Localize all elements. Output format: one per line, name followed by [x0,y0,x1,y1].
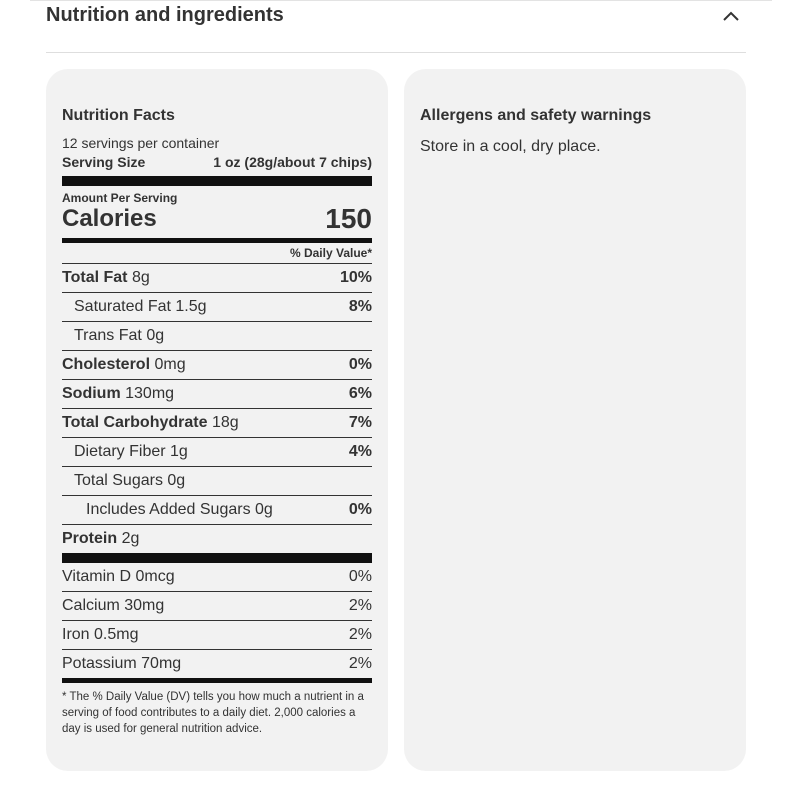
nutrient-dv: 4% [348,443,372,460]
nutrient-name: Total Carbohydrate [62,414,208,431]
nutrient-amount: 130mg [125,385,175,402]
nutrient-amount: 8g [131,269,150,286]
nutrient-name: Trans Fat [74,327,142,344]
nutrition-section-header[interactable] [46,0,746,53]
nutrient-dv: 7% [348,414,372,431]
section-title: Nutrition and ingredients [46,4,284,26]
daily-value-header: % Daily Value* [62,243,372,264]
nutrient-row-sodium [62,380,372,409]
serving-size-value: 1 oz (28g/about 7 chips) [213,154,372,170]
calories-value: 150 [325,203,372,234]
nutrient-row-added-sugars [62,496,372,525]
nutrient-dv: 10% [339,269,372,286]
nutrient-amount: 0g [255,501,273,518]
servings-per-container: 12 servings per container [62,135,220,151]
vitamin-name: Iron [62,626,90,643]
nutrient-row-saturated-fat [62,293,372,322]
nutrient-row-dietary-fiber [62,438,372,467]
serving-size-label: Serving Size [62,154,146,170]
vitamin-name: Vitamin D [62,568,132,585]
vitamin-row-potassium [62,650,372,678]
nutrient-name: Dietary Fiber [74,443,166,460]
nutrient-amount: 1.5g [175,298,207,315]
nutrient-name: Total Fat [62,269,128,286]
allergens-card [404,69,746,771]
nutrient-name: Protein [62,530,118,547]
thick-divider [62,553,372,563]
nutrient-row-total-sugars [62,467,372,496]
nutrient-row-protein [62,525,372,553]
nutrient-amount: 0mg [154,356,186,373]
allergens-title: Allergens and safety warnings [420,107,652,124]
allergens-content [420,105,730,157]
calories-row [62,205,372,233]
serving-size-row [62,153,372,171]
vitamin-name: Potassium [62,655,137,672]
vitamin-dv: 0% [348,568,372,585]
nutrient-amount: 0g [167,472,186,489]
nutrient-amount: 2g [121,530,140,547]
amount-per-serving: Amount Per Serving [62,191,178,205]
daily-value-footnote: * The % Daily Value (DV) tells you how much a nutrient in a serving of food contributes to a daily diet. 2,000 calories a day is used for general nutrition advice. [62,691,364,735]
nutrient-name: Total Sugars [74,472,163,489]
calories-label: Calories [62,205,157,232]
nutrient-row-cholesterol [62,351,372,380]
nutrient-name: Includes Added Sugars [86,501,251,518]
nutrient-dv: 6% [348,385,372,402]
nutrient-amount: 0g [146,327,165,344]
nutrition-facts-label [62,105,372,737]
vitamin-row-calcium [62,592,372,621]
nutrient-row-total-carbohydrate [62,409,372,438]
nutrient-name: Saturated Fat [74,298,171,315]
nutrient-row-trans-fat [62,322,372,351]
nutrient-dv: 0% [348,356,372,373]
nutrient-name: Sodium [62,385,121,402]
chevron-up-icon[interactable] [718,6,744,26]
thick-divider [62,176,372,186]
vitamin-amount: 0mcg [135,568,175,585]
medium-divider [62,678,372,683]
nutrient-name: Cholesterol [62,356,151,373]
nutrient-amount: 18g [211,414,239,431]
vitamin-row-iron [62,621,372,650]
vitamin-amount: 30mg [124,597,165,614]
nutrition-facts-title: Nutrition Facts [62,107,175,124]
vitamin-dv: 2% [348,597,372,614]
nutrition-facts-card [46,69,388,771]
vitamin-amount: 0.5mg [94,626,139,643]
vitamin-dv: 2% [348,655,372,672]
nutrient-amount: 1g [170,443,188,460]
vitamin-dv: 2% [348,626,372,643]
nutrient-row-total-fat [62,264,372,293]
vitamin-amount: 70mg [141,655,182,672]
vitamin-name: Calcium [62,597,120,614]
vitamin-row-vitamin-d [62,563,372,592]
allergens-text: Store in a cool, dry place. [420,138,601,155]
nutrient-dv: 0% [348,501,372,518]
nutrient-dv: 8% [348,298,372,315]
